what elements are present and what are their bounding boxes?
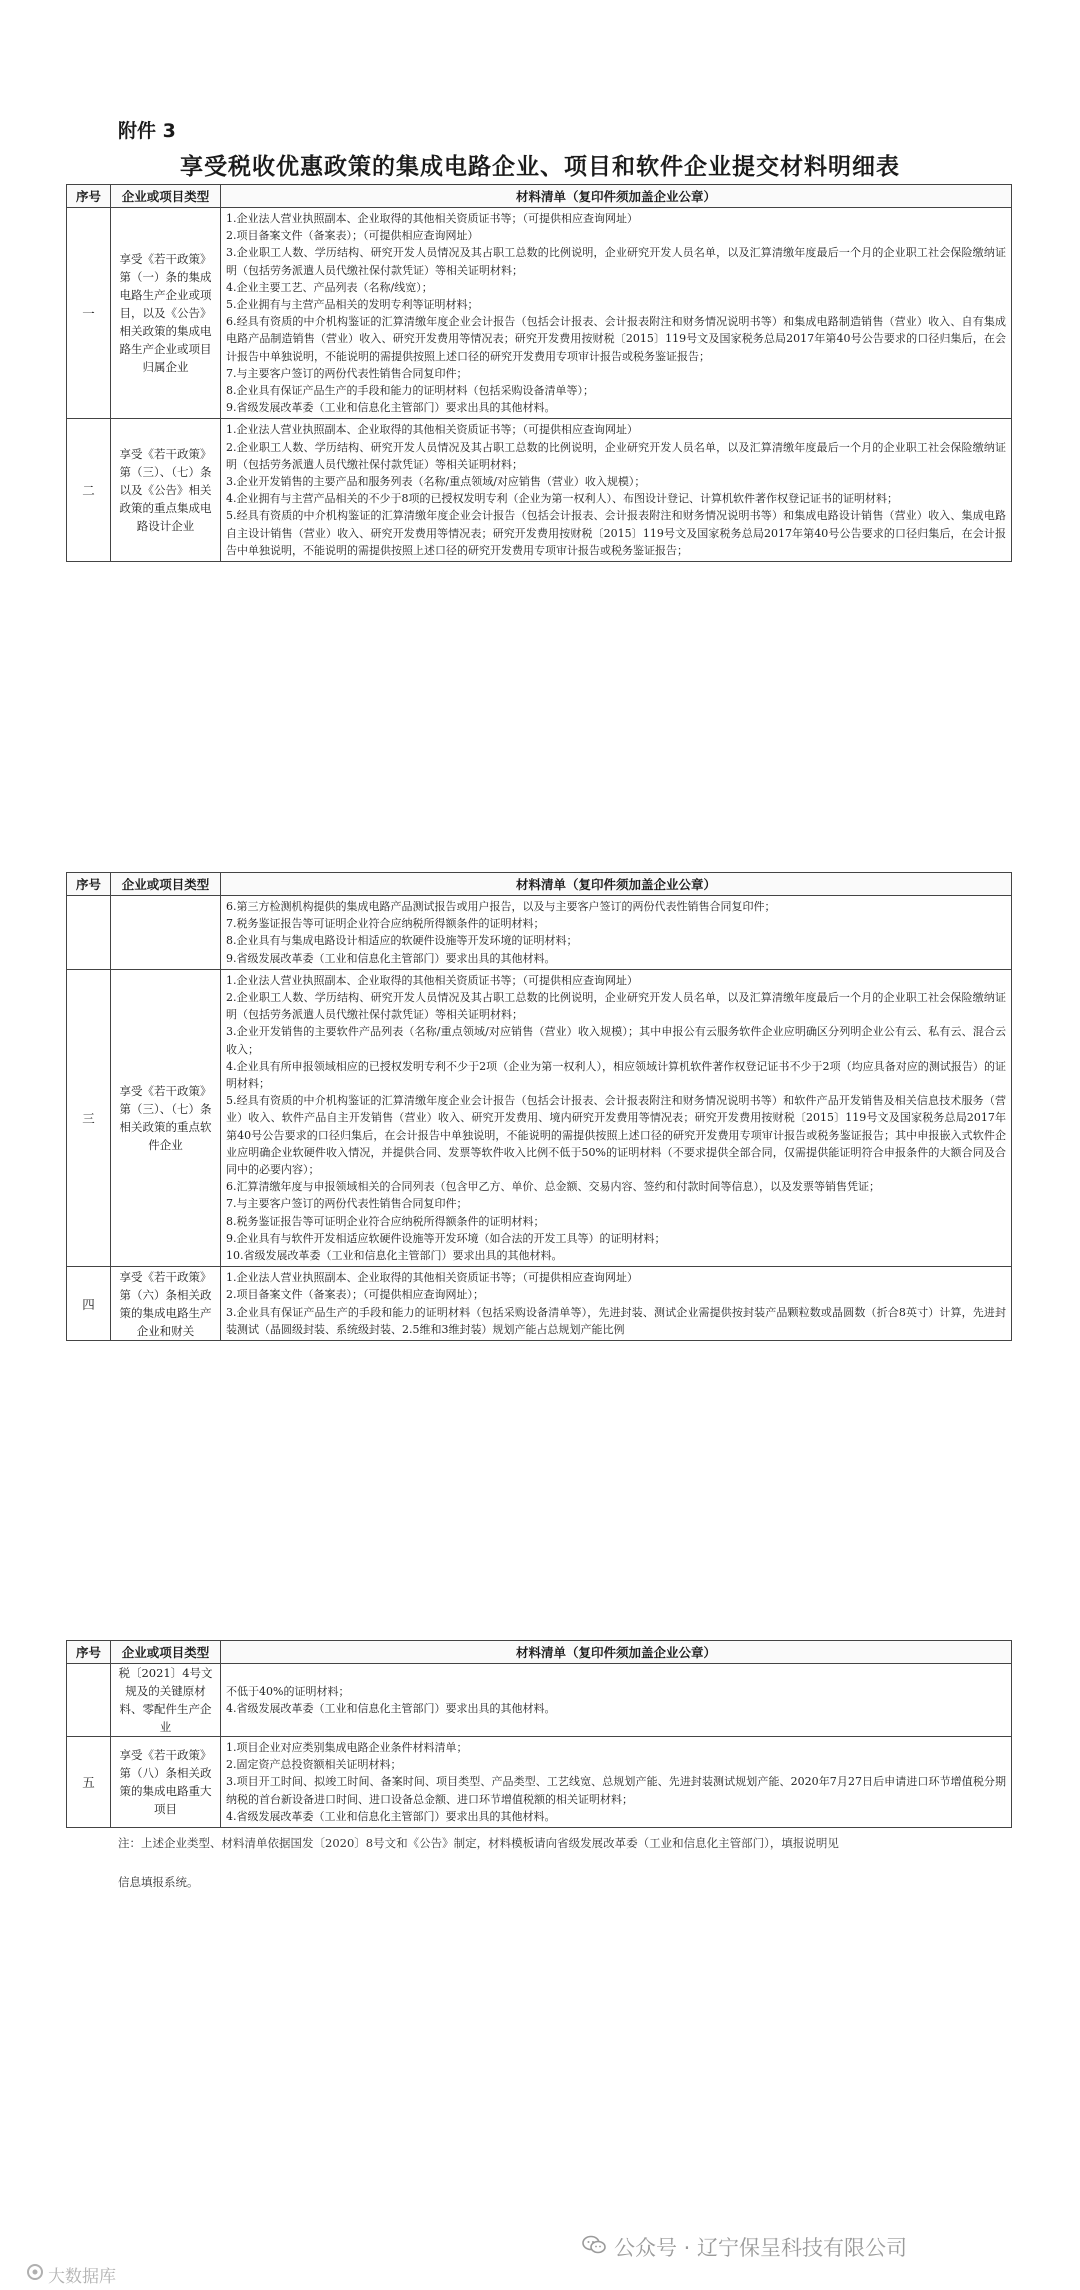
row-type: 税〔2021〕4号文规及的关键原材料、零配件生产企业: [111, 1664, 221, 1737]
material-item: 3.企业职工人数、学历结构、研究开发人员情况及其占职工总数的比例说明，企业研究开发人员名单，以及汇算清缴年度最后一个月的企业职工社会保险缴纳证明（包括劳务派遣人员代缴社保付款凭证）等相关证明材料；: [226, 246, 1006, 277]
material-item: 2.企业职工人数、学历结构、研究开发人员情况及其占职工总数的比例说明，企业研究开发人员名单，以及汇算清缴年度最后一个月的企业职工社会保险缴纳证明（包括劳务派遣人员代缴社保付款凭证）等相关证明材料；: [226, 991, 1006, 1022]
material-item: 3.企业具有保证产品生产的手段和能力的证明材料（包括采购设备清单等），先进封装、测试企业需提供按封装产品颗粒数或晶圆数（折合8英寸）计算，先进封装测试（晶圆级封装、系统级封装、2.5维和3维封装）规划产能占总规划产能比例: [226, 1305, 1006, 1336]
table-header-row: [67, 873, 1012, 896]
footnote-line-2: 信息填报系统。: [118, 1875, 199, 1889]
header-materials: 材料清单（复印件须加盖企业公章）: [221, 873, 1012, 896]
materials-table-page-2: [66, 872, 1012, 1341]
material-item: 9.省级发展改革委（工业和信息化主管部门）要求出具的其他材料。: [226, 951, 556, 965]
material-item: 2.项目备案文件（备案表）；（可提供相应查询网址）；: [226, 1288, 484, 1302]
header-materials: 材料清单（复印件须加盖企业公章）: [221, 1641, 1012, 1664]
material-item: 4.企业主要工艺、产品列表（名称/线宽）；: [226, 280, 433, 294]
material-item: 9.企业具有与软件开发相适应软硬件设施等开发环境（如合法的开发工具等）的证明材料；: [226, 1231, 666, 1245]
material-item: 2.固定资产总投资额相关证明材料；: [226, 1758, 402, 1772]
table-row: [67, 208, 1012, 419]
table-row: [67, 419, 1012, 562]
material-item: 3.项目开工时间、拟竣工时间、备案时间、项目类型、产品类型、工艺线宽、总规划产能、先进封装测试规划产能、2020年7月27日后申请进口环节增值税分期纳税的首台新设备进口时间、进口设备总金额、进口环节增值税额的相关证明材料；: [226, 1775, 1006, 1806]
material-item: 8.企业具有与集成电路设计相适应的软硬件设施等开发环境的证明材料；: [226, 934, 578, 948]
logo-icon: [26, 2263, 44, 2286]
material-item: 1.企业法人营业执照副本、企业取得的其他相关资质证书等；（可提供相应查询网址）: [226, 973, 638, 987]
row-materials: [221, 1664, 1012, 1737]
header-type: 企业或项目类型: [111, 873, 221, 896]
table-row: [67, 969, 1012, 1266]
row-type: [111, 896, 221, 970]
material-item: 4.省级发展改革委（工业和信息化主管部门）要求出具的其他材料。: [226, 1809, 556, 1823]
header-seq: 序号: [67, 1641, 111, 1664]
material-item: 8.企业具有保证产品生产的手段和能力的证明材料（包括采购设备清单等）；: [226, 384, 594, 398]
materials-table-page-3: [66, 1640, 1012, 1828]
watermark-wechat: [582, 2232, 907, 2262]
material-item: 2.项目备案文件（备案表）；（可提供相应查询网址）: [226, 229, 479, 243]
row-materials: [221, 969, 1012, 1266]
row-materials: [221, 419, 1012, 562]
footnote-line-1: 注：上述企业类型、材料清单依据国发〔2020〕8号文和《公告》制定，材料模板请向省级发展改革委（工业和信息化主管部门），填报说明见: [118, 1836, 839, 1850]
materials-table-page-1: [66, 184, 1012, 562]
material-item: 7.与主要客户签订的两份代表性销售合同复印件；: [226, 366, 468, 380]
material-item: 10.省级发展改革委（工业和信息化主管部门）要求出具的其他材料。: [226, 1249, 563, 1263]
document-title: 享受税收优惠政策的集成电路企业、项目和软件企业提交材料明细表: [180, 153, 900, 180]
material-item: 2.企业职工人数、学历结构、研究开发人员情况及其占职工总数的比例说明，企业研究开发人员名单，以及汇算清缴年度最后一个月的企业职工社会保险缴纳证明（包括劳务派遣人员代缴社保付款凭证）等相关证明材料；: [226, 440, 1006, 471]
material-item: 5.经具有资质的中介机构鉴证的汇算清缴年度企业会计报告（包括会计报表、会计报表附注和财务情况说明书等）和集成电路设计销售（营业）收入、集成电路自主设计销售（营业）收入、研究开发费用等情况表；研究开发费用按财税〔2015〕119号文及国家税务总局2017年第40号公告要求的口径归集后，在会计报告中单独说明，不能说明的需提供按照上述口径的研究开发费用专项审计报告或税务鉴证报告；: [226, 509, 1006, 557]
attachment-label: 附件 3: [118, 120, 176, 142]
table-row: [67, 1664, 1012, 1737]
material-item: 6.经具有资质的中介机构鉴证的汇算清缴年度企业会计报告（包括会计报表、会计报表附注和财务情况说明书等）和集成电路制造销售（营业）收入、自有集成电路产品制造销售（营业）收入、研究开发费用等情况表；研究开发费用按财税〔2015〕119号文及国家税务总局2017年第40号公告要求的口径归集后，在会计报告中单独说明，不能说明的需提供按照上述口径的研究开发费用专项审计报告或税务鉴证报告；: [226, 315, 1006, 363]
watermark-right-text: 公众号 · 辽宁保呈科技有限公司: [614, 2236, 908, 2260]
row-materials: [221, 896, 1012, 970]
row-seq: 四: [67, 1267, 111, 1341]
row-seq: 五: [67, 1737, 111, 1828]
material-item: 3.企业开发销售的主要软件产品列表（名称/重点领域/对应销售（营业）收入规模）；其中申报公有云服务软件企业应明确区分列明企业公有云、私有云、混合云收入；: [226, 1025, 1006, 1056]
header-materials: 材料清单（复印件须加盖企业公章）: [221, 185, 1012, 208]
row-type: 享受《若干政策》第（三）、（七）条相关政策的重点软件企业: [111, 969, 221, 1266]
material-item: 4.企业拥有与主营产品相关的不少于8项的已授权发明专利（企业为第一权利人）、布图设计登记、计算机软件著作权登记证书的证明材料；: [226, 492, 898, 506]
header-seq: 序号: [67, 873, 111, 896]
row-seq: 三: [67, 969, 111, 1266]
watermark-left-text: 大数据库: [48, 2267, 116, 2287]
table-row: [67, 896, 1012, 970]
material-item: 不低于40%的证明材料；: [226, 1684, 350, 1698]
header-seq: 序号: [67, 185, 111, 208]
material-item: 1.企业法人营业执照副本、企业取得的其他相关资质证书等；（可提供相应查询网址）: [226, 1271, 638, 1285]
row-materials: [221, 1737, 1012, 1828]
row-type: 享受《若干政策》第（三）、（七）条以及《公告》相关政策的重点集成电路设计企业: [111, 419, 221, 562]
row-seq: 二: [67, 419, 111, 562]
row-type: 享受《若干政策》第（六）条相关政策的集成电路生产企业和财关: [111, 1267, 221, 1341]
table-header-row: [67, 185, 1012, 208]
material-item: 9.省级发展改革委（工业和信息化主管部门）要求出具的其他材料。: [226, 401, 556, 415]
row-seq: [67, 896, 111, 970]
row-seq: 一: [67, 208, 111, 419]
table-header-row: [67, 1641, 1012, 1664]
table-row: [67, 1737, 1012, 1828]
watermark-left: [26, 2262, 116, 2287]
table-row: [67, 1267, 1012, 1341]
row-materials: [221, 208, 1012, 419]
material-item: 8.税务鉴证报告等可证明企业符合应纳税所得额条件的证明材料；: [226, 1214, 545, 1228]
header-type: 企业或项目类型: [111, 1641, 221, 1664]
material-item: 1.企业法人营业执照副本、企业取得的其他相关资质证书等；（可提供相应查询网址）: [226, 212, 638, 225]
material-item: 1.企业法人营业执照副本、企业取得的其他相关资质证书等；（可提供相应查询网址）: [226, 423, 638, 437]
material-item: 5.经具有资质的中介机构鉴证的汇算清缴年度企业会计报告（包括会计报表、会计报表附注和财务情况说明书等）和软件产品开发销售及相关信息技术服务（营业）收入、软件产品自主开发销售（营业）收入、研究开发费用、境内研究开发费用等情况表；研究开发费用按财税〔2015〕119号文及国家税务总局2017年第40号公告要求的口径归集后，在会计报告中单独说明，不能说明的需提供按照上述口径的研究开发费用专项审计报告或税务鉴证报告；其中申报嵌入式软件企业应明确企业软硬件收入情况，并提供合同、发票等软件收入比例不低于50%的证明材料（不要求提供全部合同，仅需提供能证明符合申报条件的大额合同及合同中的必要内容）；: [226, 1094, 1006, 1177]
wechat-icon: [582, 2235, 606, 2260]
row-seq: [67, 1664, 111, 1737]
row-materials: [221, 1267, 1012, 1341]
row-type: 享受《若干政策》第（一）条的集成电路生产企业或项目，以及《公告》相关政策的集成电路生产企业或项目归属企业: [111, 208, 221, 419]
material-item: 7.与主要客户签订的两份代表性销售合同复印件；: [226, 1197, 468, 1211]
material-item: 4.省级发展改革委（工业和信息化主管部门）要求出具的其他材料。: [226, 1702, 556, 1715]
material-item: 7.税务鉴证报告等可证明企业符合应纳税所得额条件的证明材料；: [226, 917, 545, 931]
material-item: 5.企业拥有与主营产品相关的发明专利等证明材料；: [226, 298, 479, 312]
header-type: 企业或项目类型: [111, 185, 221, 208]
row-type: 享受《若干政策》第（八）条相关政策的集成电路重大项目: [111, 1737, 221, 1828]
material-item: 1.项目企业对应类别集成电路企业条件材料清单；: [226, 1741, 468, 1754]
material-item: 3.企业开发销售的主要产品和服务列表（名称/重点领域/对应销售（营业）收入规模）；: [226, 475, 646, 489]
material-item: 6.汇算清缴年度与申报领域相关的合同列表（包含甲乙方、单价、总金额、交易内容、签约和付款时间等信息），以及发票等销售凭证；: [226, 1180, 880, 1194]
material-item: 6.第三方检测机构提供的集成电路产品测试报告或用户报告，以及与主要客户签订的两份代表性销售合同复印件；: [226, 900, 776, 913]
material-item: 4.企业具有所申报领域相应的已授权发明专利不少于2项（企业为第一权利人），相应领域计算机软件著作权登记证书不少于2项（均应具备对应的测试报告）的证明材料；: [226, 1059, 1006, 1091]
